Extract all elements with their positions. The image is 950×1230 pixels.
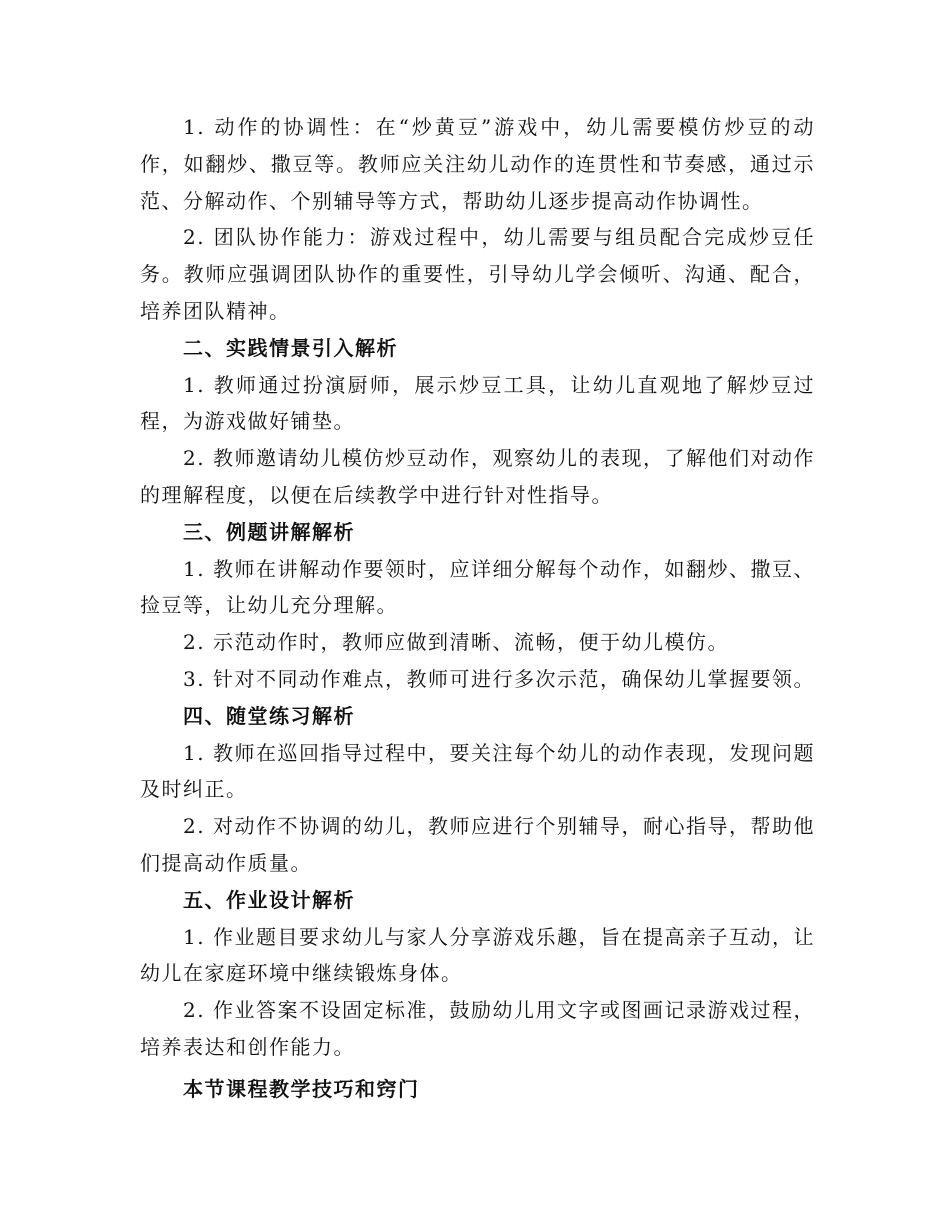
paragraph-coordination: 1. 动作的协调性：在“炒黄豆”游戏中，幼儿需要模仿炒豆的动作，如翻炒、撒豆等。教师应关注幼儿动作的连贯性和节奏感，通过示范、分解动作、个别辅导等方式，帮助幼儿逐步提高动作协调性。 (140, 115, 815, 213)
heading-homework-design: 五、作业设计解析 (183, 887, 355, 912)
paragraph-teamwork: 2. 团队协作能力：游戏过程中，幼儿需要与组员配合完成炒豆任务。教师应强调团队协作的重要性，引导幼儿学会倾听、沟通、配合，培养团队精神。 (140, 225, 815, 323)
paragraph-example-2: 2. 示范动作时，教师应做到清晰、流畅，便于幼儿模仿。 (183, 630, 729, 655)
paragraph-practice-1: 1. 教师在巡回指导过程中，要关注每个幼儿的动作表现，发现问题及时纠正。 (140, 740, 815, 802)
paragraph-homework-1: 1. 作业题目要求幼儿与家人分享游戏乐趣，旨在提高亲子互动，让幼儿在家庭环境中继续锻炼身体。 (140, 924, 815, 986)
paragraph-scenario-2: 2. 教师邀请幼儿模仿炒豆动作，观察幼儿的表现，了解他们对动作的理解程度，以便在后续教学中进行针对性指导。 (140, 446, 815, 507)
heading-practice-scenario: 二、实践情景引入解析 (183, 335, 398, 360)
document-page (140, 109, 815, 1108)
heading-teaching-tips: 本节课程教学技巧和窍门 (183, 1076, 420, 1101)
heading-example-explanation: 三、例题讲解解析 (183, 519, 355, 544)
paragraph-scenario-1: 1. 教师通过扮演厨师，展示炒豆工具，让幼儿直观地了解炒豆过程，为游戏做好铺垫。 (140, 372, 815, 434)
paragraph-example-1: 1. 教师在讲解动作要领时，应详细分解每个动作，如翻炒、撒豆、捡豆等，让幼儿充分理解。 (140, 556, 815, 618)
heading-class-practice: 四、随堂练习解析 (183, 703, 355, 728)
paragraph-practice-2: 2. 对动作不协调的幼儿，教师应进行个别辅导，耐心指导，帮助他们提高动作质量。 (140, 814, 815, 875)
paragraph-example-3: 3. 针对不同动作难点，教师可进行多次示范，确保幼儿掌握要领。 (183, 666, 815, 691)
paragraph-homework-2: 2. 作业答案不设固定标准，鼓励幼儿用文字或图画记录游戏过程，培养表达和创作能力。 (140, 998, 815, 1059)
